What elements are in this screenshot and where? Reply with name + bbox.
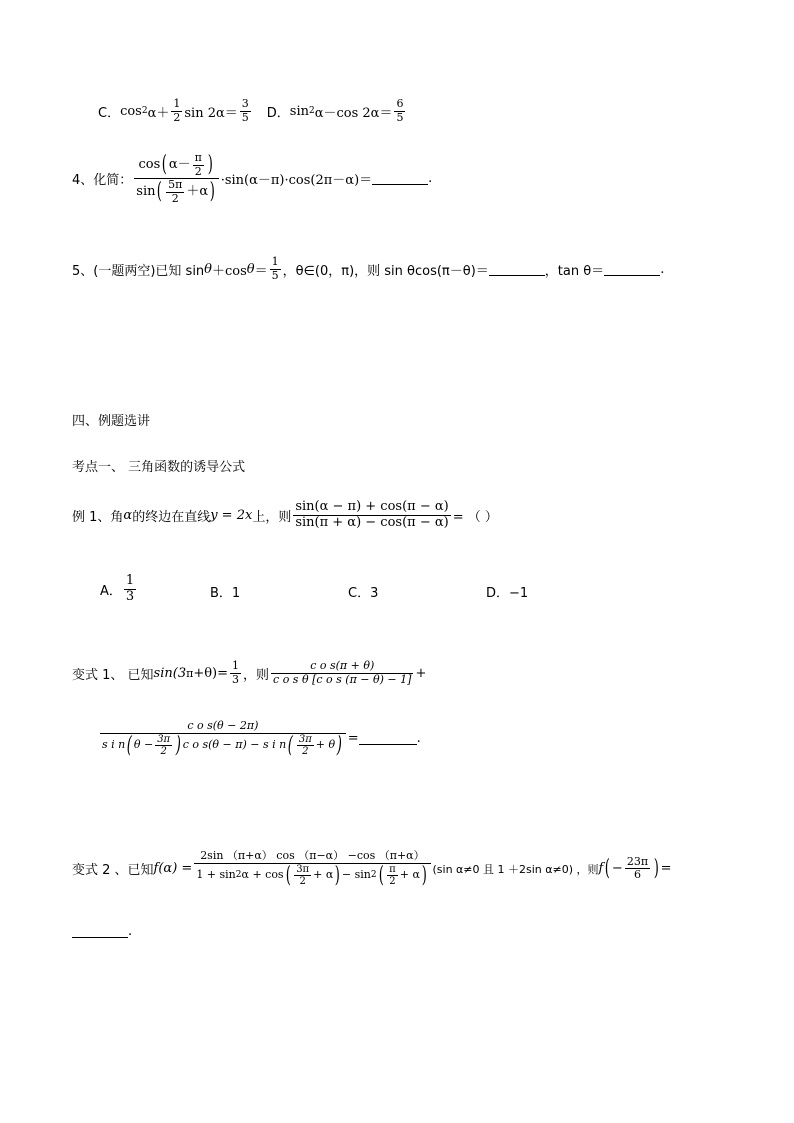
option-c-sup: 2	[141, 106, 148, 117]
variant-2-condition: (sin α≠0 且 1 ＋2sin α≠0) ，则	[432, 862, 599, 876]
example-1-text-2: 上，则	[252, 509, 292, 525]
variant-1-fraction-1	[271, 660, 413, 686]
fraction-denominator: 2	[173, 110, 181, 124]
variant-2-fraction	[194, 850, 430, 888]
five-pi-over-2	[166, 179, 184, 205]
fraction-denominator: 2	[299, 876, 306, 888]
variant-2	[72, 850, 672, 888]
option-c-sin: sin 2α＝	[184, 105, 238, 121]
fraction-numerator: c o s(θ − 2π)	[187, 719, 259, 732]
fraction-numerator: 6	[396, 97, 404, 110]
equals-sign: =	[660, 861, 672, 877]
example-1-tail: = （ ）	[452, 509, 498, 525]
den-sin: s i n	[102, 738, 126, 752]
question-5	[72, 256, 664, 282]
question-5-mid: ，tan θ＝	[544, 263, 605, 279]
fraction-denominator	[134, 179, 218, 205]
fraction-denominator: 5	[241, 110, 249, 124]
fraction-denominator: sin(π + α) − cos(π − α)	[295, 514, 449, 530]
answer-blank-2[interactable]	[604, 263, 660, 276]
right-paren: )	[336, 732, 342, 758]
option-c-cos: cos	[120, 103, 142, 119]
fraction-denominator: 3	[125, 588, 135, 604]
fraction-denominator: 2	[302, 746, 309, 758]
topic-1-title: 考点一、 三角函数的诱导公式	[72, 460, 246, 475]
alpha-symbol: α	[123, 507, 133, 523]
question-5-condition: ，θ∈(0，π)，则 sin θcos(π－θ)＝	[282, 263, 489, 279]
option-c	[348, 582, 378, 601]
option-c-text: C．3	[348, 586, 379, 601]
fraction-numerator: 3π	[298, 733, 312, 745]
question-4-end: .	[428, 171, 433, 187]
fraction-numerator	[136, 152, 216, 178]
left-paren: (	[157, 179, 163, 205]
fraction-denominator: 5	[271, 268, 279, 282]
answer-blank[interactable]	[372, 172, 428, 185]
pi-over-2	[387, 864, 398, 888]
three-pi-over-2	[155, 734, 172, 758]
variant-1-fraction-2	[100, 720, 346, 758]
right-paren: )	[207, 152, 213, 178]
option-a	[100, 574, 138, 605]
arg-fraction	[625, 856, 650, 882]
answer-blank[interactable]	[72, 925, 128, 938]
fraction-numerator: 23π	[626, 854, 649, 868]
den-part-c: − sin	[341, 868, 371, 882]
fraction-denominator: 5	[396, 110, 404, 124]
right-paren: )	[209, 179, 215, 205]
den-plus-theta: + θ	[315, 738, 336, 752]
den-plus-alpha: ＋α	[186, 183, 209, 199]
q3-options-row	[98, 98, 407, 124]
variant-1-end: .	[416, 731, 421, 747]
question-5-label: 5、(一题两空)已知 sin	[72, 263, 205, 279]
variant-1-then: ，则	[243, 667, 270, 683]
one-fifth-fraction	[270, 256, 281, 282]
minus-sign: −	[611, 861, 623, 877]
example-1	[72, 500, 498, 531]
fraction-denominator: 3	[232, 672, 240, 686]
left-paren: (	[126, 732, 133, 758]
question-4-tail: ·sin(α－π)·cos(2π－α)＝	[220, 173, 373, 189]
fraction-numerator: 1	[173, 97, 181, 110]
one-third-fraction	[230, 660, 241, 686]
option-c-value-fraction	[240, 98, 251, 124]
option-b	[210, 582, 240, 601]
fraction-denominator	[194, 864, 430, 888]
equals-sign: ＝	[254, 263, 268, 279]
right-paren: )	[653, 855, 659, 881]
den-plus-alpha: + α	[313, 868, 334, 882]
example-1-text: 的终边在直线	[132, 509, 211, 525]
variant-1-cond-sin: sin(3	[153, 665, 187, 681]
variant-2-end: .	[128, 924, 133, 939]
fraction-numerator: 1	[125, 573, 135, 588]
option-d-text: D．−1	[486, 586, 529, 601]
variant-1-line-1	[72, 660, 426, 686]
den-theta: θ −	[133, 738, 154, 752]
pi-over-2	[193, 152, 204, 178]
three-pi-over-2	[294, 864, 311, 888]
option-c-label: C．	[98, 105, 121, 121]
fraction-denominator	[100, 734, 346, 758]
option-a-label: A．	[100, 583, 122, 599]
variant-1-cond-pi: π	[186, 666, 194, 680]
den-middle: c o s(θ − π) − s i n	[182, 738, 287, 752]
fraction-numerator: c o s(π + θ)	[310, 659, 375, 672]
fraction-numerator: 1	[232, 659, 240, 672]
answer-blank-1[interactable]	[489, 263, 545, 276]
fraction-numerator: π	[194, 151, 202, 164]
question-4-fraction	[134, 152, 218, 206]
variant-1-label: 变式 1、 已知	[72, 667, 154, 683]
option-a-fraction	[124, 574, 136, 605]
den-sup: 2	[235, 870, 242, 881]
right-paren: )	[421, 862, 427, 888]
fraction-denominator: 2	[194, 164, 202, 178]
left-paren: (	[605, 855, 611, 881]
den-sin: sin	[136, 183, 156, 199]
left-paren: (	[378, 862, 384, 888]
fraction-denominator: 2	[160, 746, 167, 758]
right-paren: )	[335, 862, 341, 888]
fraction-numerator: 3	[241, 97, 249, 110]
option-d-rest: α－cos 2α＝	[314, 105, 393, 121]
plus-cos: ＋cos	[212, 263, 247, 279]
num-cos: cos	[138, 156, 161, 172]
left-paren: (	[285, 862, 291, 888]
example-1-label: 例 1、角	[72, 509, 124, 525]
option-d-label: D．	[266, 105, 290, 121]
three-pi-over-2	[297, 734, 314, 758]
question-4-label: 4、化简：	[72, 173, 133, 189]
fraction-denominator: 2	[389, 876, 396, 888]
den-plus-alpha: + α	[399, 868, 420, 882]
variant-2-answer-line	[72, 924, 132, 939]
fraction-numerator: 2sin （π+α） cos （π−α） −cos （π+α）	[200, 849, 425, 862]
f-alpha: f(α) =	[153, 861, 193, 877]
line-equation: y = 2x	[210, 507, 253, 523]
answer-blank[interactable]	[359, 732, 417, 745]
fraction-numerator: π	[389, 863, 396, 875]
option-d-sin: sin	[289, 103, 309, 119]
equals-sign: =	[347, 731, 359, 747]
fraction-numerator: 5π	[168, 178, 183, 192]
option-d	[486, 582, 528, 601]
section-4-title: 四、例题选讲	[72, 414, 151, 429]
fraction-denominator: 2	[171, 191, 179, 205]
option-c-half-fraction	[171, 98, 182, 124]
fraction-numerator: sin(α − π) + cos(π − α)	[295, 499, 449, 514]
theta-symbol: θ	[204, 261, 212, 277]
fraction-denominator: 6	[633, 868, 641, 882]
fraction-denominator: c o s θ [c o s (π − θ) − 1]	[273, 672, 412, 686]
left-paren: (	[161, 152, 168, 178]
den-part-b: α + cos	[241, 868, 284, 882]
option-d-value-fraction	[394, 98, 405, 124]
den-sup: 2	[370, 870, 377, 881]
variant-2-label: 变式 2 、已知	[72, 863, 154, 879]
theta-symbol: θ	[246, 261, 255, 277]
variant-1-cond-rest: +θ)=	[193, 665, 229, 681]
example-1-fraction	[293, 500, 450, 531]
den-part-a: 1 + sin	[196, 868, 236, 882]
fraction-numerator: 3π	[157, 733, 171, 745]
variant-1-line-2	[98, 720, 421, 758]
option-c-alpha: α＋	[147, 105, 170, 121]
num-alpha: α－	[168, 156, 191, 172]
plus-sign: +	[415, 665, 427, 681]
option-b-text: B．1	[210, 586, 241, 601]
fraction-numerator: 3π	[296, 863, 310, 875]
left-paren: (	[287, 732, 294, 758]
fraction-numerator: 1	[271, 255, 279, 268]
right-paren: )	[175, 732, 181, 758]
question-5-end: .	[660, 261, 665, 277]
f-symbol: f	[598, 861, 604, 877]
question-4	[72, 152, 432, 206]
option-d-sup: 2	[308, 106, 315, 117]
